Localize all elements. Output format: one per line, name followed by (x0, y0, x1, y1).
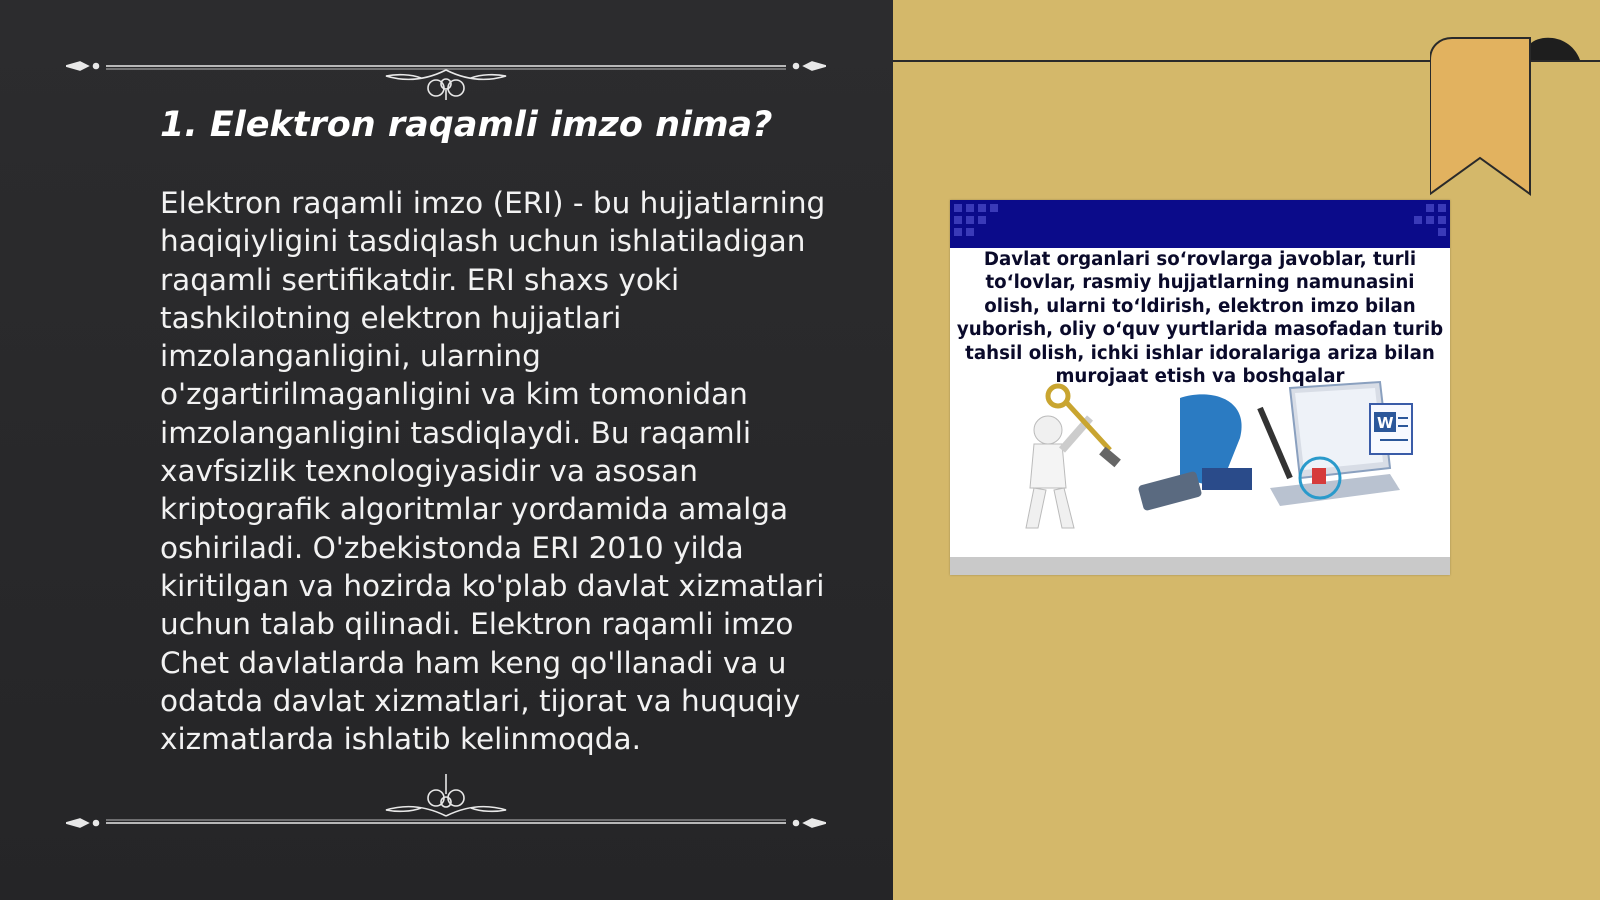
eri-illustration-image (950, 200, 1450, 575)
top-ornament-divider-icon (66, 40, 826, 100)
key-figure-icon (1026, 386, 1121, 528)
bottom-ornament-divider-icon (66, 770, 826, 830)
slide-body-text: Elektron raqamli imzo (ERI) - bu hujjatlarning haqiqiyligini tasdiqlash uchun ishlatiladigan raqamli sertifikatdir. ERI shaxs yoki tashkilotning elektron hujjatlari imzolanganligini, ularning o'zgartirilmaganligini va kim tomonidan imzolanganligini tasdiqlaydi. Bu raqamli xavfsizlik texnologiyasidir va asosan kriptografik algoritmlar yordamida amalga oshiriladi. O'zbekistonda ERI 2010 yilda kiritilgan va hozirda ko'plab davlat xizmatlari uchun talab qilinadi. Elektron raqamli imzo Chet davlatlarda ham keng qo'llanadi va u odatda davlat xizmatlari, tijorat va huquqiy xizmatlarda ishlatib kelinmoqda. (160, 186, 826, 757)
slide-title: 1. Elektron raqamli imzo nima? (160, 105, 773, 145)
bookmark-ribbon-icon (1430, 34, 1580, 200)
image-caption: Davlat organlari so‘rovlarga javoblar, turli to‘lovlar, rasmiy hujjatlarning namunasini olish, ularni to‘ldirish, elektron imzo bilan yuborish, oliy o‘quv yurtlarida masofadan turib tahsil olish, ichki ishlar idoralariga ariza bilan murojaat etish va boshqalar (956, 249, 1444, 388)
image-footer-band (950, 557, 1450, 575)
usb-key-icon (1138, 394, 1252, 511)
word-doc-icon (1370, 404, 1412, 454)
svg-text:W: W (1377, 414, 1394, 432)
image-header-band (950, 200, 1450, 248)
eri-devices-illustration (950, 378, 1450, 558)
